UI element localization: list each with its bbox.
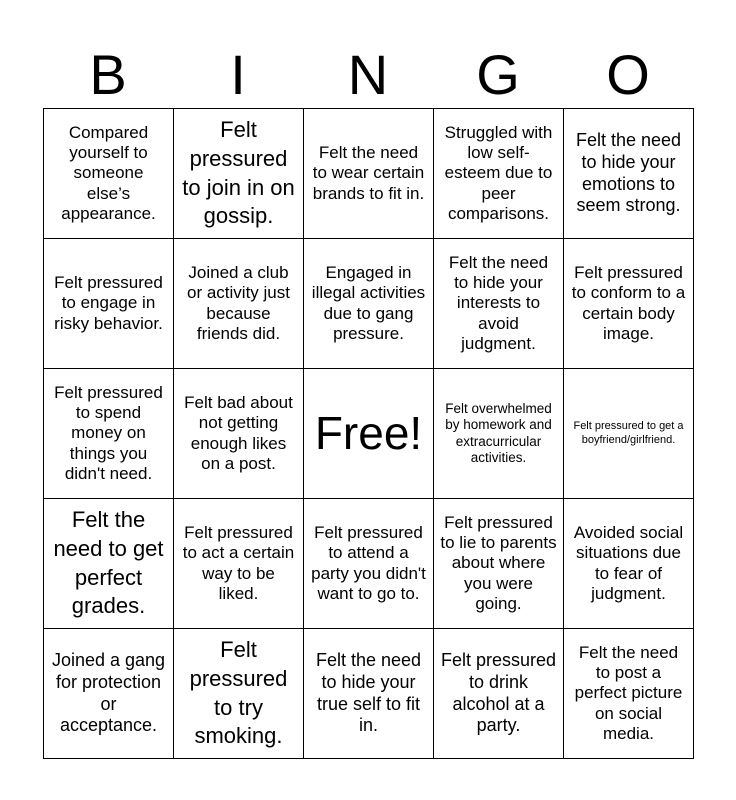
- bingo-free-space[interactable]: Free!: [304, 369, 434, 499]
- bingo-cell-i3[interactable]: Felt bad about not getting enough likes on a post.: [174, 369, 304, 499]
- bingo-cell-o5[interactable]: Felt the need to post a perfect picture on social media.: [564, 629, 694, 759]
- bingo-cell-g3[interactable]: Felt overwhelmed by homework and extracurricular activities.: [434, 369, 564, 499]
- bingo-cell-n4[interactable]: Felt pressured to attend a party you didn't want to go to.: [304, 499, 434, 629]
- bingo-cell-b3[interactable]: Felt pressured to spend money on things you didn't need.: [44, 369, 174, 499]
- bingo-cell-o2[interactable]: Felt pressured to conform to a certain body image.: [564, 239, 694, 369]
- bingo-cell-g2[interactable]: Felt the need to hide your interests to avoid judgment.: [434, 239, 564, 369]
- bingo-cell-g5[interactable]: Felt pressured to drink alcohol at a party.: [434, 629, 564, 759]
- bingo-cell-i1[interactable]: Felt pressured to join in on gossip.: [174, 109, 304, 239]
- bingo-header: [43, 42, 693, 108]
- board-row-5: [44, 629, 694, 759]
- bingo-cell-n2[interactable]: Engaged in illegal activities due to gang pressure.: [304, 239, 434, 369]
- bingo-board: [43, 108, 694, 759]
- bingo-cell-n1[interactable]: Felt the need to wear certain brands to fit in.: [304, 109, 434, 239]
- header-letter-n: N: [347, 43, 389, 106]
- bingo-cell-i5[interactable]: Felt pressured to try smoking.: [174, 629, 304, 759]
- bingo-cell-g1[interactable]: Struggled with low self-esteem due to peer comparisons.: [434, 109, 564, 239]
- bingo-cell-o4[interactable]: Avoided social situations due to fear of judgment.: [564, 499, 694, 629]
- bingo-cell-b1[interactable]: Compared yourself to someone else’s appearance.: [44, 109, 174, 239]
- header-letter-b: B: [89, 43, 127, 106]
- bingo-cell-o3[interactable]: Felt pressured to get a boyfriend/girlfriend.: [564, 369, 694, 499]
- bingo-cell-i4[interactable]: Felt pressured to act a certain way to be liked.: [174, 499, 304, 629]
- bingo-cell-b5[interactable]: Joined a gang for protection or acceptance.: [44, 629, 174, 759]
- board-row-3: [44, 369, 694, 499]
- bingo-cell-b4[interactable]: Felt the need to get perfect grades.: [44, 499, 174, 629]
- bingo-cell-o1[interactable]: Felt the need to hide your emotions to seem strong.: [564, 109, 694, 239]
- bingo-cell-g4[interactable]: Felt pressured to lie to parents about where you were going.: [434, 499, 564, 629]
- header-letter-g: G: [476, 43, 520, 106]
- bingo-cell-b2[interactable]: Felt pressured to engage in risky behavior.: [44, 239, 174, 369]
- header-letter-o: O: [606, 43, 650, 106]
- bingo-cell-i2[interactable]: Joined a club or activity just because friends did.: [174, 239, 304, 369]
- board-row-2: [44, 239, 694, 369]
- board-row-4: [44, 499, 694, 629]
- board-row-1: [44, 109, 694, 239]
- header-letter-i: I: [230, 43, 246, 106]
- bingo-cell-n5[interactable]: Felt the need to hide your true self to fit in.: [304, 629, 434, 759]
